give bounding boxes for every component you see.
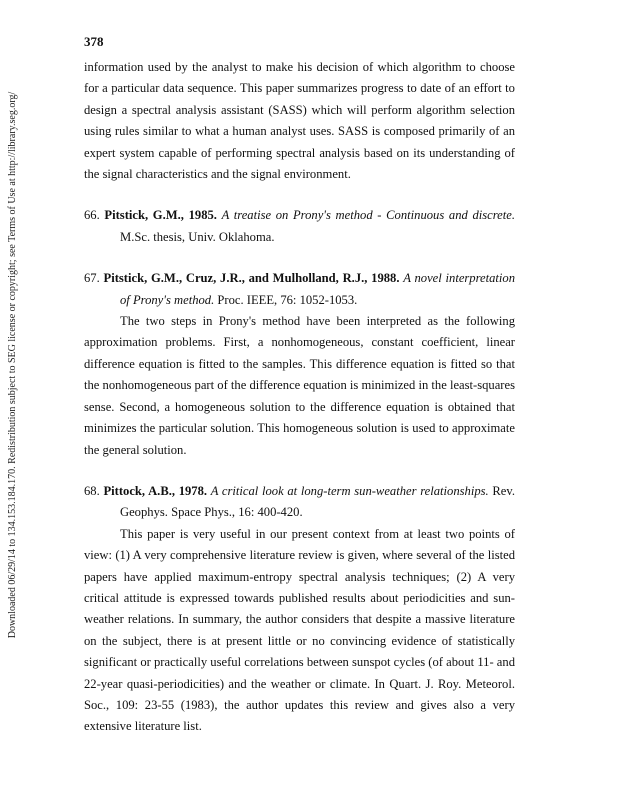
ref-source-cont: Geophys. Space Phys., 16: 400-420. — [120, 505, 303, 520]
ref-67-abstract — [84, 311, 515, 461]
text-line: is expressed towards published results about periodicities and sun-weather relations. In — [84, 590, 515, 627]
text-line: the weather or climate. In Quart. J. Roy. Meteorol. Soc., 109: 23-55 (1983), the author — [84, 676, 515, 712]
text-line: approximation problems. First, a nonhomogeneous, constant coefficient, linear difference — [84, 335, 515, 371]
ref-title: A novel interpretation of — [120, 271, 516, 307]
ref-source: M.Sc. thesis, Univ. Oklahoma. — [120, 229, 275, 244]
text-line: summary, the author considers that despite a massive literature on the subject, there is — [84, 612, 515, 648]
intro-paragraph — [84, 57, 515, 185]
text-line: characteristics and the signal environment. — [135, 167, 351, 182]
text-line: solution. — [142, 442, 187, 457]
ref-authors: Pittock, A.B., 1978. — [103, 483, 208, 498]
text-line: have applied maximum-entropy spectral analysis techniques; (2) A very critical attitude — [84, 569, 515, 605]
text-line: nonhomogeneous part of the difference equation is minimized in the least-squares sense. — [84, 378, 515, 414]
text-line: a spectral analysis assistant (SASS) which will perform algorithm selection using rules — [84, 102, 515, 139]
text-line: information used by the analyst to make his decision of which algorithm to choose for — [84, 60, 515, 96]
text-line: The two steps in Prony's method have been interpreted as the following — [120, 314, 515, 329]
ref-source: Rev. — [492, 483, 515, 498]
text-line: capable of performing spectral analysis based on its understanding of the signal — [84, 145, 515, 182]
text-line: updates this review and gives also a very extensive literature list. — [84, 697, 516, 734]
ref-number: 68. — [84, 483, 100, 498]
reference-68 — [84, 481, 515, 524]
ref-title: A treatise on Prony's method - Continuous and discrete. — [221, 208, 516, 223]
page-number: 378 — [84, 34, 104, 49]
download-notice: Downloaded 06/29/14 to 134.153.184.170. Redistribution subject to SEG license or copyright; see Terms of Use at http://library.seg.org/ — [7, 91, 18, 639]
ref-authors: Pitstick, G.M., 1985. — [104, 208, 217, 223]
text-line: Second, a homogeneous solution to the difference equation is obtained that minimizes — [84, 399, 515, 436]
text-line: a particular data sequence. This paper summarizes progress to date of an effort to design — [84, 81, 515, 117]
ref-68-abstract — [84, 524, 515, 738]
text-line: at present little or no convincing evidence of statistically significant or practically useful — [84, 633, 515, 670]
ref-source: Proc. IEEE, 76: 1052-1053. — [217, 292, 358, 307]
ref-title: A critical look at long-term sun-weather relationships. — [210, 483, 489, 498]
reference-67 — [84, 268, 515, 311]
reference-66 — [84, 205, 515, 248]
ref-authors: Pitstick, G.M., Cruz, J.R., and Mulholland, R.J., 1988. — [103, 271, 400, 286]
ref-title-cont: Prony's method. — [132, 292, 215, 307]
ref-number: 66. — [84, 208, 100, 223]
text-line: This paper is very useful in our present context from at least two points of view: — [84, 526, 515, 563]
text-line: (1) A very comprehensive literature review is given, where several of the listed papers — [84, 548, 515, 584]
ref-number: 67. — [84, 271, 100, 286]
text-line: equation is fitted to the samples. This difference equation is fitted so that the — [84, 356, 515, 393]
page-body — [84, 57, 515, 738]
text-line: the particular solution. This homogeneous solution is used to approximate the general — [84, 421, 515, 457]
text-line: correlations between sunspot cycles (of about 11- and 22-year quasi-periodicities) and — [84, 655, 515, 691]
text-line: similar to what a human analyst uses. SASS is composed primarily of an expert system — [84, 124, 516, 160]
